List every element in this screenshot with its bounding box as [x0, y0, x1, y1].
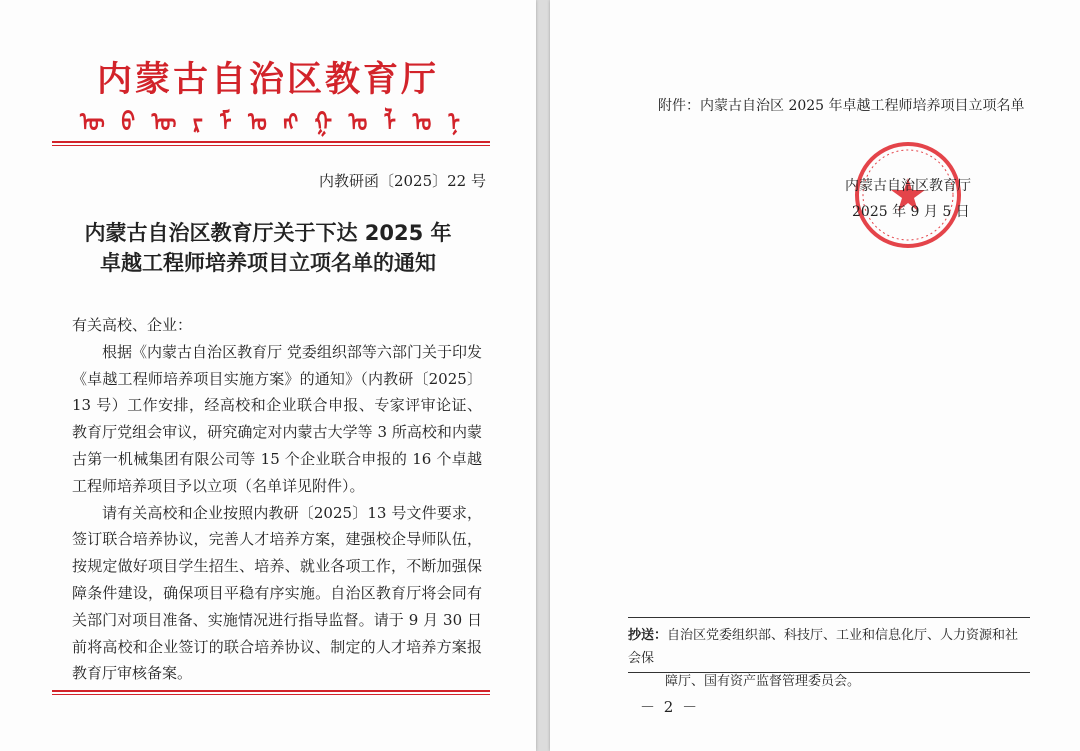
- mongolian-script-icon: ᠥ ᠪ ᠦ ᠷ ᠮ ᠣ ᠩ ᠭ ᠣ ᠯ ᠤ ᠨ: [80, 105, 460, 137]
- notice-body: [72, 312, 482, 687]
- notice-title: [0, 218, 536, 278]
- notice-title-line-2: 卓越工程师培养项目立项名单的通知: [100, 251, 436, 275]
- cc-line-1: 自治区党委组织部、科技厅、工业和信息化厅、人力资源和社会保: [628, 628, 1019, 666]
- issue-date: 2025 年 9 月 5 日: [852, 204, 970, 220]
- page-number: － 2 －: [640, 698, 700, 716]
- attachment-title: 附件：内蒙古自治区 2025 年卓越工程师培养项目立项名单: [658, 98, 1025, 114]
- salutation: 有关高校、企业：: [72, 316, 193, 334]
- document-page-left: [0, 0, 536, 751]
- cc-top-rule: [628, 617, 1030, 618]
- cc-label: 抄送：: [628, 628, 668, 643]
- footer-red-rule: [52, 690, 490, 695]
- notice-title-line-1: 内蒙古自治区教育厅关于下达 2025 年: [84, 221, 452, 245]
- cc-block: [628, 624, 1030, 693]
- official-seal-icon: [853, 140, 963, 250]
- body-paragraph-1: 根据《内蒙古自治区教育厅 党委组织部等六部门关于印发《卓越工程师培养项目实施方案》的通知》（内教研〔2025〕13 号）工作安排，经高校和企业联合申报、专家评审论证、教育厅党组会审议，研究确定对内蒙古大学等 3 所高校和内蒙古第一机械集团有限公司等 15 个企业联合申报的 16 个卓越工程师培养项目予以立项（名单详见附件）。: [72, 342, 482, 495]
- document-number: 内教研函〔2025〕22 号: [318, 172, 486, 190]
- cc-bottom-rule: [628, 672, 1030, 673]
- body-paragraph-2: 请有关高校和企业按照内教研〔2025〕13 号文件要求，签订联合培养协议，完善人才培养方案，建强校企导师队伍，按规定做好项目学生招生、培养、就业各项工作，不断加强保障条件建设，确保项目平稳有序实施。自治区教育厅将会同有关部门对项目准备、实施情况进行指导监督。请于 9 月 30 日前将高校和企业签订的联合培养协议、制定的人才培养方案报教育厅审核备案。: [72, 503, 482, 683]
- letterhead-red-rule: [52, 141, 490, 146]
- cc-line-2: 障厅、国有资产监督管理委员会。: [665, 674, 861, 689]
- letterhead-title: 内蒙古自治区教育厅: [96, 59, 439, 100]
- issuer-name: 内蒙古自治区教育厅: [845, 178, 971, 194]
